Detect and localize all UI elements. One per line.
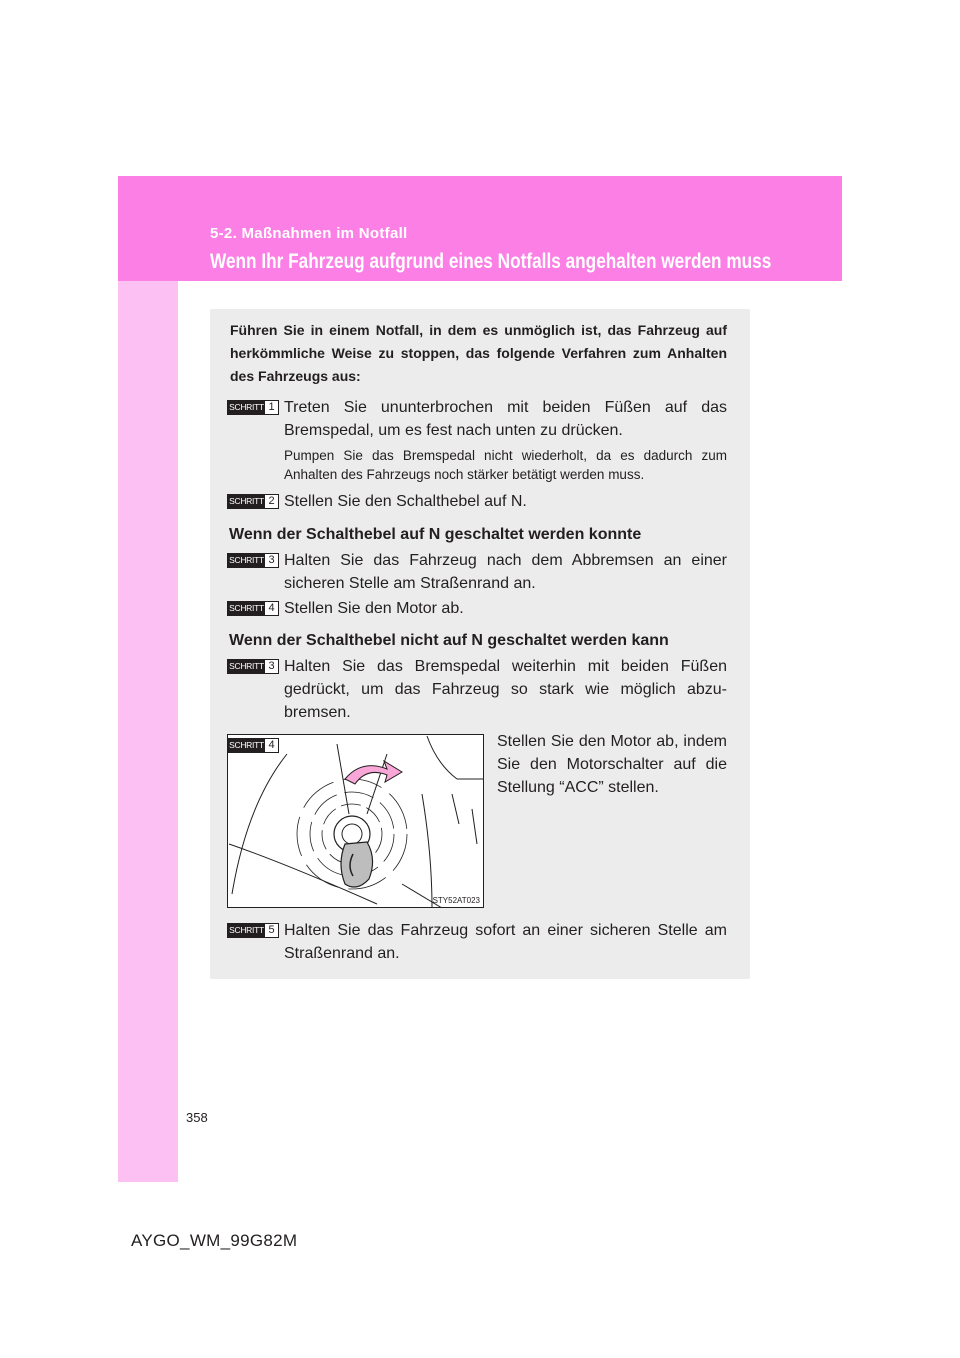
subheading-not-shifted: Wenn der Schalthebel nicht auf N geschaltet werden kann [229,632,669,649]
page-number: 358 [186,1110,208,1125]
step-text: Halten Sie das Fahrzeug sofort an einer sicheren Stelle am Straßenrand an. [284,922,727,962]
badge-number: 3 [268,554,275,566]
step-text: Halten Sie das Fahrzeug nach dem Abbremsen an einer sicheren Stelle am Straßenrand an. [284,552,727,592]
badge-number: 1 [268,401,275,413]
step-note: Pumpen Sie das Bremspedal nicht wiederholt, da es dadurch zum Anhalten des Fahrzeugs noch stärker betätigt werden muss. [284,448,727,482]
badge-word: SCHRITT [229,402,264,412]
step-badge [227,400,279,415]
section-label: 5-2. Maßnahmen im Notfall [210,225,408,242]
badge-word: SCHRITT [229,661,264,671]
step-badge [227,738,279,753]
step-badge [227,553,279,568]
step-badge [227,494,279,509]
badge-number: 2 [268,495,275,507]
badge-number: 4 [268,739,275,751]
badge-number: 5 [268,924,275,936]
badge-word: SCHRITT [229,555,264,565]
step-text: Stellen Sie den Motor ab. [284,600,464,617]
badge-word: SCHRITT [229,496,264,506]
badge-number: 3 [268,660,275,672]
badge-word: SCHRITT [229,603,264,613]
step-text: Stellen Sie den Motor ab, indem Sie den Motorschalter auf die Stellung “ACC” stellen. [497,733,727,796]
illustration-code: STY52AT023 [432,896,480,905]
subheading-shifted: Wenn der Schalthebel auf N geschaltet werden konnte [229,526,642,543]
badge-number: 4 [268,602,275,614]
page-title: Wenn Ihr Fahrzeug aufgrund eines Notfalls angehalten werden muss [210,250,772,273]
content-box [210,309,750,979]
step-badge [227,659,279,674]
page-header [118,176,842,281]
ignition-key-icon [227,734,484,908]
step-text: Treten Sie ununterbrochen mit beiden Füßen auf das Bremspedal, um es fest nach unten zu drücken. [284,399,727,439]
document-code: AYGO_WM_99G82M [131,1231,298,1250]
step-badge [227,923,279,938]
step-text: Halten Sie das Bremspedal weiterhin mit beiden Füßen gedrückt, um das Fahrzeug so stark wie möglich abzu-bremsen. [284,658,727,721]
badge-word: SCHRITT [229,740,264,750]
ignition-illustration [227,734,484,908]
intro-text: Führen Sie in einem Notfall, in dem es unmöglich ist, das Fahrzeug auf herkömmliche Weise zu stoppen, das folgende Verfahren zum Anhalten des Fahrzeugs aus: [230,322,727,384]
step-text: Stellen Sie den Schalthebel auf N. [284,493,527,510]
side-bar [118,176,178,1182]
badge-word: SCHRITT [229,925,264,935]
step-badge [227,601,279,616]
